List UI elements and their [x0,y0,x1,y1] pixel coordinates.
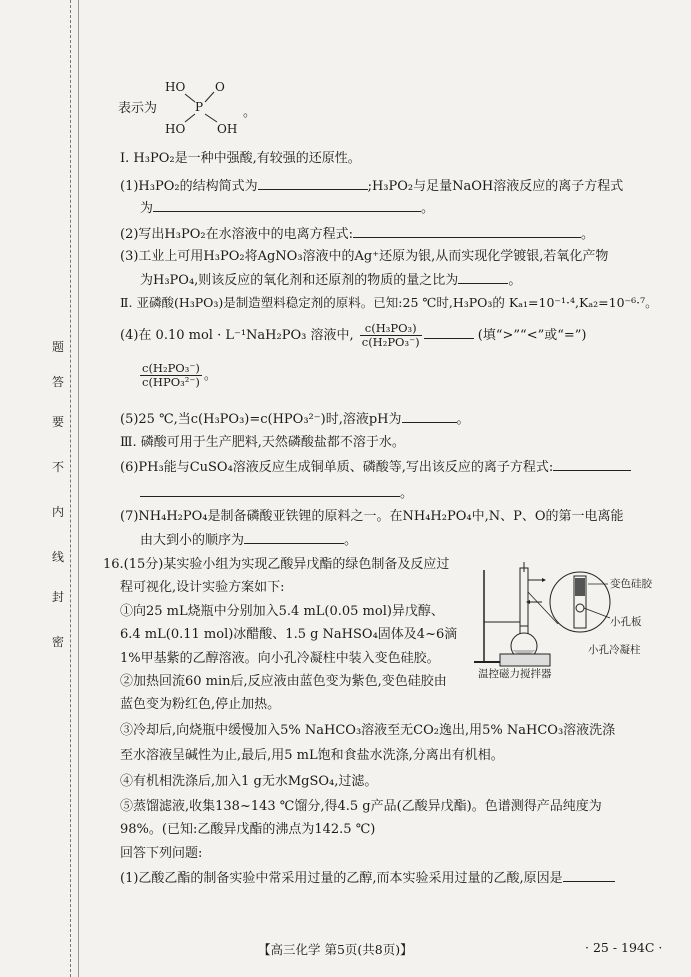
page-footer: 【高三化学 第5页(共8页)】 [258,942,413,957]
question-4-line-1 [120,322,587,349]
q3-text-b: 为H₃PO₄,则该反应的氧化剂和还原剂的物质的量之比为 [140,273,459,288]
side-label: 要 [52,415,65,429]
question-6-line-2: 。 [140,484,413,503]
struct-bonds [165,78,255,140]
answer-blank[interactable] [553,458,631,471]
side-label: 答 [52,375,65,389]
q1-text-a: (1)H₃PO₂的结构简式为 [120,179,258,194]
q16-step-1c: 1%甲基紫的乙醇溶液。向小孔冷凝柱中装入变色硅胶。 [120,651,440,666]
question-1-line-1 [120,177,623,196]
q16-ask: 回答下列问题: [120,846,203,861]
fraction-h3po3-h2po3 [360,322,422,349]
q16-part-1 [120,869,615,888]
answer-blank[interactable] [563,869,615,882]
q16-line-1: 16.(15分)某实验小组为实现乙酸异戊酯的绿色制备及反应过 [103,557,450,572]
q16-step-5a: ⑤蒸馏滤液,收集138~143 ℃馏分,得4.5 g产品(乙酸异戊酯)。色谱测得产品纯度为 [120,799,602,814]
page-code: · 25 - 194C · [585,940,663,955]
q16-part-1-text: (1)乙酸乙酯的制备实验中常采用过量的乙醇,而本实验采用过量的乙酸,原因是 [120,871,563,886]
figure-label-perforated-plate: 小孔板 [610,616,642,628]
q16-step-1a: ①向25 mL烧瓶中分别加入5.4 mL(0.05 mol)异戊醇、 [120,604,444,619]
question-7-line-2: 由大到小的顺序为 。 [140,533,358,548]
q16-step-3b: 至水溶液呈碱性为止,最后,用5 mL饱和食盐水洗涤,分离出有机相。 [120,748,504,763]
figure-label-stirrer: 温控磁力搅拌器 [478,668,552,680]
fraction-denominator: c(H₂PO₃⁻) [361,335,420,349]
side-label: 线 [52,550,65,564]
q7-text-b: 由大到小的顺序为 [140,533,245,548]
q16-step-4: ④有机相洗涤后,加入1 g无水MgSO₄,过滤。 [120,774,378,789]
question-3-line-2: 为H₃PO₄,则该反应的氧化剂和还原剂的物质的量之比为 。 [140,273,522,288]
struct-oh: OH [217,122,238,136]
q6-text: (6)PH₃能与CuSO₄溶液反应生成铜单质、磷酸等,写出该反应的离子方程式: [120,460,554,475]
question-1-line-2: 为 。 [140,201,435,216]
side-label: 封 [52,590,65,604]
answer-blank[interactable] [458,271,508,284]
answer-blank[interactable] [353,225,581,238]
struct-ho: HO [165,80,186,94]
answer-blank[interactable] [424,326,474,339]
section-i: Ⅰ. H₃PO₂是一种中强酸,有较强的还原性。 [120,151,361,166]
fraction-h2po3-hpo3 [140,362,202,389]
side-label: 题 [52,340,65,354]
q4-text-b: (填“>”“<”或“=”) [477,328,587,343]
binding-line [70,0,72,977]
intro-label: 表示为 [118,101,158,116]
intro-tail: 。 [243,105,257,120]
side-label: 密 [52,635,65,649]
fraction-denominator: c(HPO₃²⁻) [142,375,200,389]
section-ii: Ⅱ. 亚磷酸(H₃PO₃)是制造塑料稳定剂的原料。已知:25 ℃时,H₃PO₃的 Kₐ₁=10⁻¹·⁴,Kₐ₂=10⁻⁶·⁷。 [120,295,658,310]
question-6-line-1 [120,458,631,477]
q16-step-2a: ②加热回流60 min后,反应液由蓝色变为紫色,变色硅胶由 [120,674,447,689]
question-3-line-1: (3)工业上可用H₃PO₂将AgNO₃溶液中的Ag⁺还原为银,从而实现化学镀银,若氧化产物 [120,249,609,264]
question-4-line-2: $\frac{\text{c(H₂PO₃⁻)}}{\text{c(HPO₃²⁻)}}$ 。 [142,361,217,389]
answer-blank[interactable] [140,484,400,497]
q4-text-a: (4)在 0.10 mol · L⁻¹NaH₂PO₃ 溶液中, [120,328,354,343]
q16-step-2b: 蓝色变为粉红色,停止加热。 [120,697,281,712]
q2-text: (2)写出H₃PO₂在水溶液中的电离方程式: [120,227,353,242]
struct-o: O [215,80,225,94]
fraction-numerator: c(H₂PO₃⁻) [142,361,200,375]
binding-line-solid [78,0,80,977]
side-label: 不 [52,460,65,474]
question-5: (5)25 ℃,当c(H₃PO₃)=c(HPO₃²⁻)时,溶液pH为 。 [120,412,470,427]
q1-text-b: ;H₃PO₂与足量NaOH溶液反应的离子方程式 [367,179,624,194]
q16-step-3a: ③冷却后,向烧瓶中缓慢加入5% NaHCO₃溶液至无CO₂逸出,用5% NaHCO₃溶液洗涤 [120,723,616,738]
answer-blank[interactable] [258,177,368,190]
answer-blank[interactable] [244,531,344,544]
q5-text: (5)25 ℃,当c(H₃PO₃)=c(HPO₃²⁻)时,溶液pH为 [120,412,402,427]
q16-line-2: 程可视化,设计实验方案如下: [120,580,285,595]
struct-ho: HO [165,122,186,136]
answer-blank[interactable] [402,410,457,423]
struct-p: P [195,100,204,114]
question-7-line-1: (7)NH₄H₂PO₄是制备磷酸亚铁锂的原料之一。在NH₄H₂PO₄中,N、P、O的第一电离能 [120,509,624,524]
fraction-numerator: c(H₃PO₃) [360,322,422,336]
apparatus-figure [470,562,670,680]
figure-label-silica-gel: 变色硅胶 [610,578,652,590]
question-2: (2)写出H₃PO₂在水溶液中的电离方程式: 。 [120,227,594,242]
h3po2-structure-diagram [165,78,255,140]
q1-text-c: 为 [140,201,154,216]
figure-label-condenser: 小孔冷凝柱 [588,644,641,656]
answer-blank[interactable] [153,199,421,212]
q16-step-5b: 98%。(已知:乙酸异戊酯的沸点为142.5 ℃) [120,822,376,837]
section-iii: Ⅲ. 磷酸可用于生产肥料,天然磷酸盐都不溶于水。 [120,435,405,450]
q16-step-1b: 6.4 mL(0.11 mol)冰醋酸、1.5 g NaHSO₄固体及4~6滴 [120,627,458,642]
side-label: 内 [52,505,65,519]
